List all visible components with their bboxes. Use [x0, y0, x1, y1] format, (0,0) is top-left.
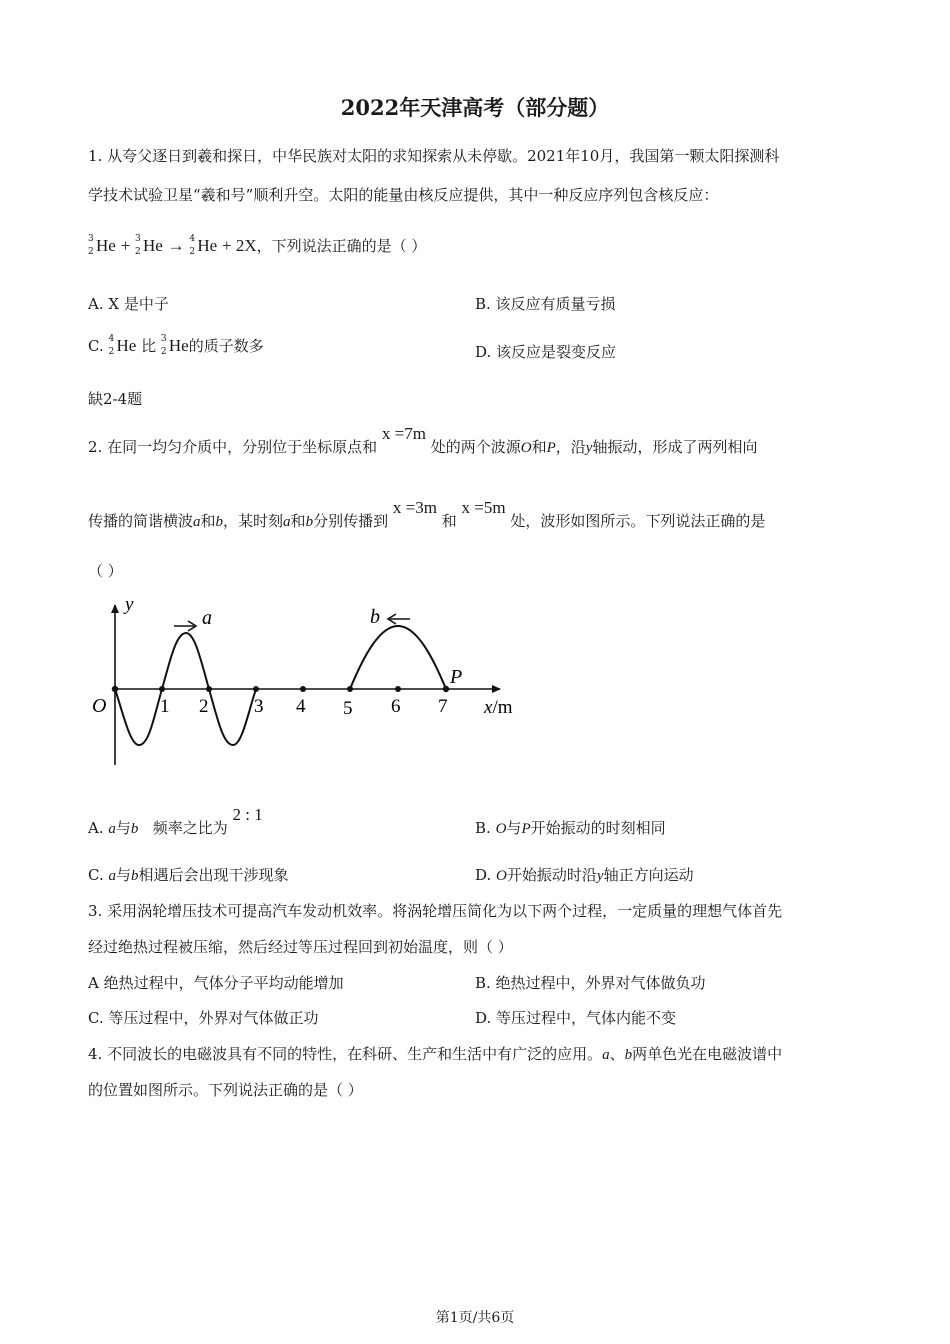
- nuclide-2-indices: 3 2: [134, 234, 141, 257]
- q1-option-a: A. X 是中子: [88, 295, 169, 313]
- q4-line-1: 4. 不同波长的电磁波具有不同的特性，在科研、生产和生活中有广泛的应用。a、b两单色光在电磁波谱中: [88, 1045, 783, 1063]
- q4-line-2: 的位置如图所示。下列说法正确的是（ ）: [88, 1081, 363, 1099]
- nuclide-1-indices: 3 2: [88, 234, 94, 257]
- tick-label-2: 2: [199, 696, 209, 717]
- nuclide-2-symbol: He: [142, 236, 163, 255]
- q3-option-c: C. 等压过程中，外界对气体做正功: [88, 1009, 319, 1027]
- y-axis-label: y: [125, 594, 134, 615]
- wave-a-label: a: [202, 607, 212, 629]
- source-p-label: P: [450, 666, 463, 688]
- q2-position-3m: x =3m: [392, 498, 437, 517]
- x-axis-label: x/m: [484, 697, 513, 718]
- missing-questions-note: 缺2-4题: [88, 390, 143, 408]
- source-p-dot: [443, 686, 449, 692]
- wave-b-curve: [350, 626, 446, 689]
- wave-b-label: b: [370, 606, 380, 628]
- nuclide-1-symbol: He: [96, 236, 116, 255]
- q3-option-a: A 绝热过程中，气体分子平均动能增加: [88, 974, 344, 992]
- q3-option-b: B. 绝热过程中，外界对气体做负功: [475, 974, 706, 992]
- reaction-product-x: + 2X: [221, 236, 257, 255]
- page-number-footer: 第1页/共6页: [435, 1310, 515, 1326]
- q2-line-3: （ ）: [88, 562, 123, 580]
- page-title: 2022年天津高考（部分题）: [340, 95, 610, 120]
- q1-line-2: 学技术试验卫星“羲和号”顺利升空。太阳的能量由核反应提供，其中一种反应序列包含核反应：: [88, 186, 719, 204]
- tick-dot-4: [300, 686, 306, 692]
- tick-dot-5: [347, 686, 353, 692]
- tick-label-6: 6: [391, 696, 401, 717]
- q2-option-b: B. O与P开始振动的时刻相同: [475, 819, 666, 837]
- q2-option-c: C. a与b相遇后会出现干涉现象: [88, 866, 289, 884]
- q3-line-1: 3. 采用涡轮增压技术可提高汽车发动机效率。将涡轮增压简化为以下两个过程，一定质量的理想气体首先: [88, 902, 783, 920]
- reaction-arrow: →: [167, 236, 185, 255]
- q2-option-a: A. a与b 频率之比为 2 : 1: [88, 805, 263, 837]
- tick-label-1: 1: [160, 696, 170, 717]
- q2-line-2: 传播的简谐横波a和b，某时刻a和b分别传播到 x =3m 和 x =5m 处，波形如图所示。下列说法正确的是: [88, 498, 766, 530]
- q1-option-c: C. 4 2 He 比 3 2 He的质子数多: [88, 334, 264, 357]
- frequency-ratio: 2 : 1: [232, 805, 263, 824]
- q1-option-d: D. 该反应是裂变反应: [475, 343, 617, 361]
- origin-source-dot: [112, 686, 118, 692]
- wave-figure: [80, 585, 540, 780]
- q2-option-d: D. O开始振动时沿y轴正方向运动: [475, 866, 694, 884]
- q3-line-2: 经过绝热过程被压缩，然后经过等压过程回到初始温度，则（ ）: [88, 938, 513, 956]
- q1-reaction: [88, 236, 426, 257]
- q2-position-5m: x =5m: [461, 498, 506, 517]
- tick-dot-1: [159, 686, 165, 692]
- nuclide-3-symbol: He: [197, 236, 218, 255]
- nuclide-3-indices: 4 2: [189, 234, 196, 257]
- plus-sign: +: [120, 236, 131, 255]
- origin-label: O: [92, 695, 107, 717]
- tick-label-4: 4: [296, 696, 306, 717]
- tick-label-7: 7: [438, 696, 448, 717]
- q1-stem-tail: ，下列说法正确的是（ ）: [256, 237, 427, 255]
- tick-label-5: 5: [343, 698, 353, 719]
- q1-option-b: B. 该反应有质量亏损: [475, 295, 616, 313]
- q3-option-d: D. 等压过程中，气体内能不变: [475, 1009, 677, 1027]
- tick-label-3: 3: [254, 696, 264, 717]
- tick-dot-3: [253, 686, 259, 692]
- tick-dot-2: [206, 686, 212, 692]
- q2-line-1: 2. 在同一均匀介质中，分别位于坐标原点和 x =7m 处的两个波源O和P，沿y轴振动，形成了两列相向: [88, 424, 758, 456]
- tick-dot-6: [395, 686, 401, 692]
- q1-line-1: 1. 从夸父逐日到羲和探日，中华民族对太阳的求知探索从未停歇。2021年10月，我国第一颗太阳探测科: [88, 147, 780, 165]
- q2-position-7m: x =7m: [381, 424, 426, 443]
